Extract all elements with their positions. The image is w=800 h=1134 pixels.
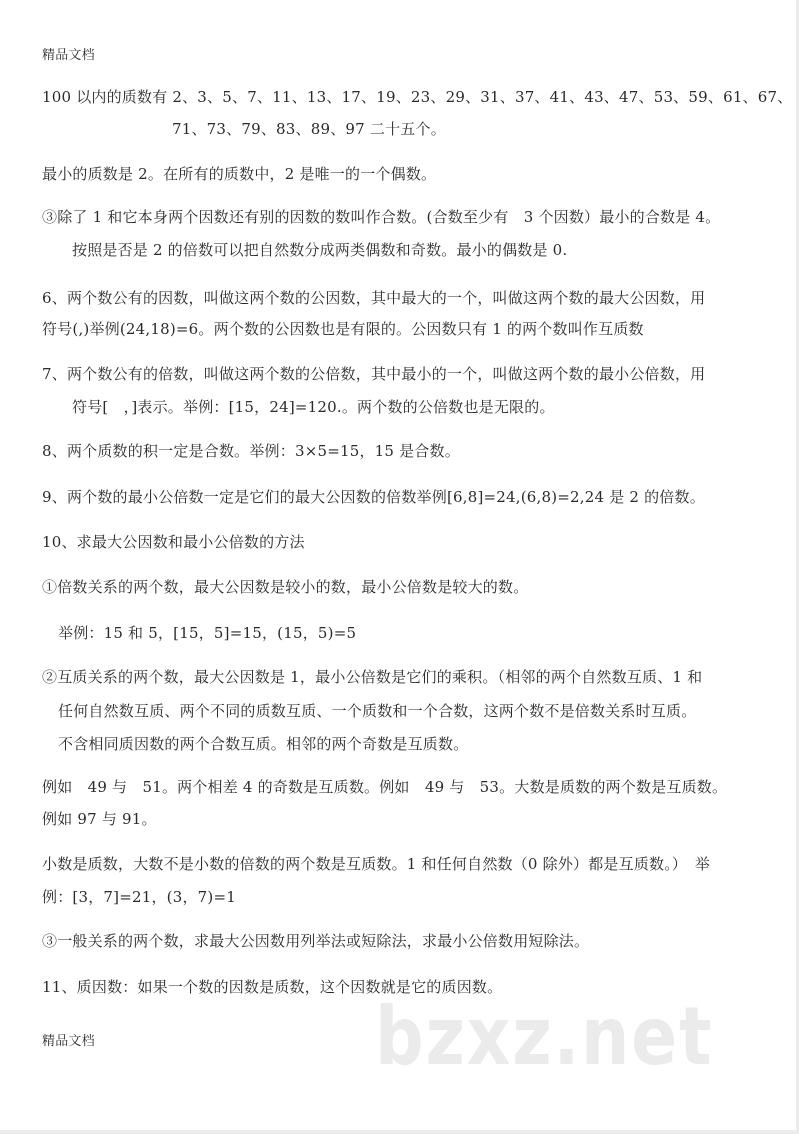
item-10-heading: 10、求最大公因数和最小公倍数的方法 — [42, 533, 305, 551]
item-6-line-2: 符号(,)举例(24,18)=6。两个数的公因数也是有限的。公因数只有 1 的两个数叫作互质数 — [42, 320, 644, 338]
item-9: 9、两个数的最小公倍数一定是它们的最大公因数的倍数举例[6,8]=24,(6,8)=2,24 是 2 的倍数。 — [42, 488, 705, 506]
item-7-line-1: 7、两个数公有的倍数，叫做这两个数的公倍数，其中最小的一个，叫做这两个数的最小公倍数，用 — [42, 365, 706, 383]
method-2-line-3: 不含相同质因数的两个合数互质。相邻的两个奇数是互质数。 — [58, 735, 469, 753]
page-footer: 精品文档 — [42, 1034, 95, 1049]
item-6-line-1: 6、两个数公有的因数，叫做这两个数的公因数，其中最大的一个，叫做这两个数的最大公因数，用 — [42, 289, 706, 307]
method-1: ①倍数关系的两个数，最大公因数是较小的数，最小公倍数是较大的数。 — [42, 578, 529, 596]
item-8: 8、两个质数的积一定是合数。举例：3×5=15，15 是合数。 — [42, 442, 460, 460]
primes-list-line-2: 71、73、79、83、89、97 二十五个。 — [172, 120, 446, 138]
coprime-example-line-1: 例如 49 与 51。两个相差 4 的奇数是互质数。例如 49 与 53。大数是质数的两个数是互质数。 — [42, 778, 728, 796]
method-3: ③一般关系的两个数，求最大公因数用列举法或短除法，求最小公倍数用短除法。 — [42, 932, 590, 950]
method-2-line-2: 任何自然数互质、两个不同的质数互质、一个质数和一个合数，这两个数不是倍数关系时互质。 — [58, 702, 697, 720]
coprime-rule-line-1: 小数是质数，大数不是小数的倍数的两个数是互质数。1 和任何自然数（0 除外）都是互质数。） 举 — [42, 855, 711, 873]
even-odd-note: 按照是否是 2 的倍数可以把自然数分成两类偶数和奇数。最小的偶数是 0. — [72, 241, 568, 259]
coprime-rule-line-2: 例：[3，7]=21，(3，7)=1 — [42, 888, 236, 906]
page-header: 精品文档 — [42, 48, 95, 63]
smallest-prime: 最小的质数是 2。在所有的质数中，2 是唯一的一个偶数。 — [42, 165, 437, 183]
item-11: 11、质因数：如果一个数的因数是质数，这个因数就是它的质因数。 — [42, 978, 503, 996]
item-7-line-2: 符号[ ，]表示。举例：[15，24]=120.。两个数的公倍数也是无限的。 — [72, 398, 555, 416]
composite-definition: ③除了 1 和它本身两个因数还有别的因数的数叫作合数。(合数至少有 3 个因数）最小的合数是 4。 — [42, 208, 721, 226]
primes-list-line-1: 100 以内的质数有 2、3、5、7、11、13、17、19、23、29、31、37、41、43、47、53、59、61、67、 — [42, 88, 793, 106]
coprime-example-line-2: 例如 97 与 91。 — [42, 810, 157, 828]
method-2-line-1: ②互质关系的两个数，最大公因数是 1，最小公倍数是它们的乘积。（相邻的两个自然数互质、1 和 — [42, 668, 703, 686]
watermark: bzxz.net — [375, 990, 714, 1083]
method-1-example: 举例：15 和 5，[15，5]=15，(15，5)=5 — [58, 624, 357, 642]
